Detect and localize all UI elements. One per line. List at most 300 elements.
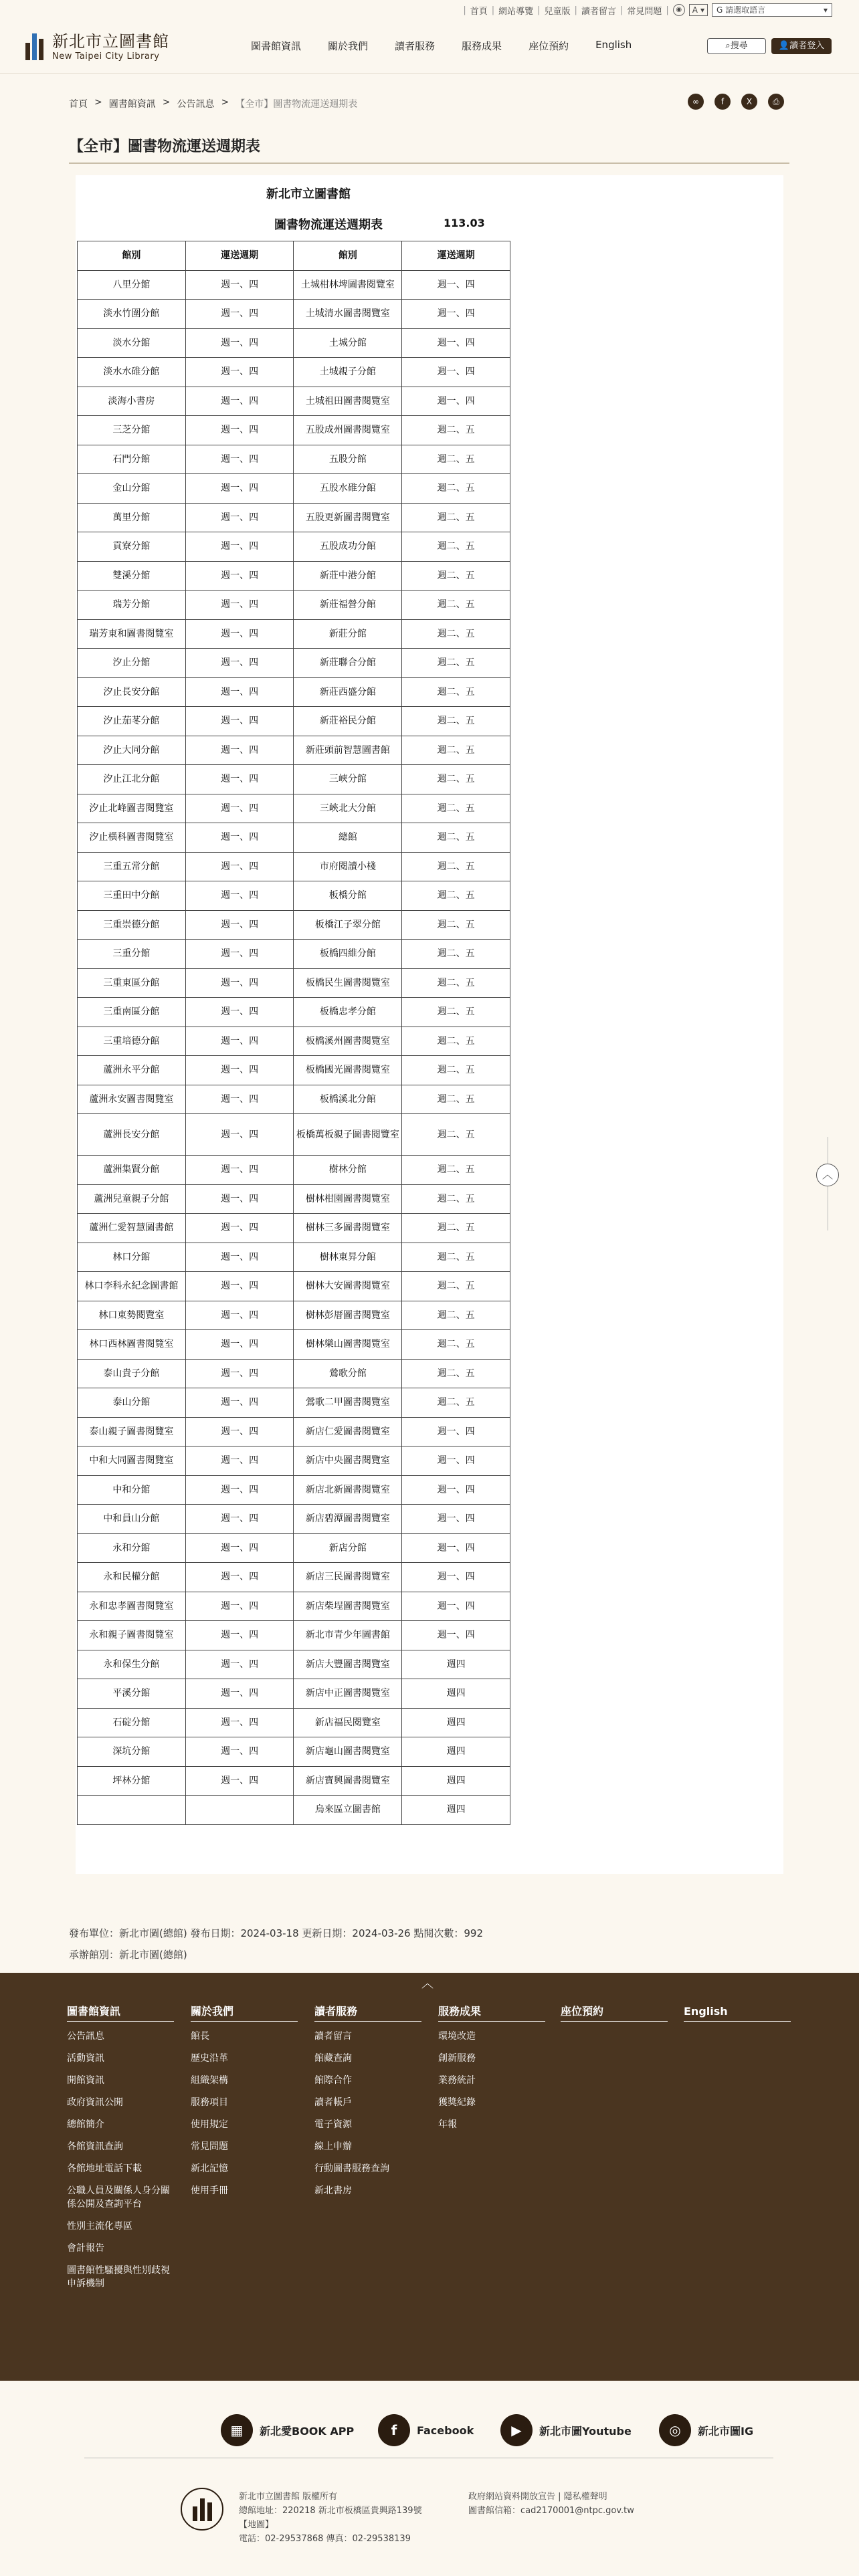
link-icon[interactable]: ∞ [688,94,704,110]
cycle-cell: 週一、四 [402,1592,510,1621]
table-row [78,1708,510,1737]
branch-cell: 貢寮分館 [78,532,186,562]
branch-cell: 板橋忠孝分館 [294,998,402,1027]
footer-column-title[interactable]: English [684,2005,791,2022]
footer-link[interactable]: 新北書房 [314,2185,352,2196]
nav-reader-services[interactable]: 讀者服務 [395,40,436,52]
branch-cell: 樹林大安圖書閱覽室 [294,1272,402,1301]
instagram-icon: ◎ [659,2414,691,2446]
share-bar [688,94,784,110]
breadcrumb-current: 【全市】圖書物流運送週期表 [235,99,358,110]
branch-cell: 三重東區分館 [78,968,186,998]
cycle-cell: 週二、五 [402,503,510,532]
cycle-cell: 週二、五 [402,416,510,445]
branch-cell: 金山分館 [78,474,186,504]
branch-cell: 新莊分館 [294,619,402,649]
branch-cell: 新莊聯合分館 [294,649,402,678]
cycle-cell: 週二、五 [402,765,510,794]
logo-name-cn: 新北市立圖書館 [52,32,169,51]
nav-about[interactable]: 關於我們 [328,40,369,52]
cycle-cell: 週一、四 [185,1679,294,1709]
scroll-top-button[interactable] [816,1164,839,1186]
table-row [78,852,510,881]
branch-cell: 瑞芳東和圖書閱覽室 [78,619,186,649]
footer-column [438,2005,545,2140]
cycle-cell: 週二、五 [402,823,510,853]
site-header [0,20,859,74]
social-bar [0,2381,859,2494]
cycle-cell: 週一、四 [402,1505,510,1534]
publish-info: 發布單位：新北市圖(總館) 發布日期：2024-03-18 更新日期：2024-03-26 點閱次數：992 [69,1927,483,1939]
table-row [78,1621,510,1650]
cycle-cell: 週一、四 [185,1114,294,1156]
table-row [78,823,510,853]
branch-cell: 平溪分館 [78,1679,186,1709]
footer-link[interactable]: 活動資訊 [67,2053,104,2064]
header-branch: 館別 [294,241,402,271]
branch-cell: 板橋溪州圖書閱覽室 [294,1027,402,1056]
logistics-schedule-table [77,241,510,1825]
login-button[interactable]: 👤讀者登入 [771,38,832,54]
footer-link[interactable]: 服務項目 [191,2097,228,2108]
cycle-cell: 週一、四 [402,1417,510,1446]
breadcrumb-home[interactable]: 首頁 [69,99,88,110]
cycle-cell: 週一、四 [185,503,294,532]
cycle-cell: 週二、五 [402,1214,510,1243]
branch-cell: 土城親子分館 [294,358,402,387]
cycle-cell: 週一、四 [185,823,294,853]
chevron-up-icon[interactable]: ︿ [421,1977,434,1991]
doc-org: 新北市立圖書館 [266,187,351,201]
footer-link[interactable]: 性別主流化專區 [67,2221,132,2232]
branch-cell: 淡水竹圍分館 [78,300,186,329]
footer-link[interactable]: 年報 [438,2119,457,2130]
branch-cell: 三重田中分館 [78,881,186,911]
table-row [78,1563,510,1592]
table-row [78,881,510,911]
map-link[interactable]: 【地圖】 [239,2520,274,2530]
cycle-cell: 週一、四 [185,649,294,678]
branch-cell: 烏來區立圖書館 [294,1796,402,1825]
header-cycle: 運送週期 [185,241,294,271]
footer-link[interactable]: 圖書館性騷擾與性別歧視申訴機制 [67,2265,170,2289]
branch-cell: 汐止茄苳分館 [78,707,186,736]
footer-link[interactable]: 各館地址電話下載 [67,2163,142,2174]
footer-link[interactable]: 開館資訊 [67,2075,104,2086]
table-row [78,328,510,358]
cycle-cell: 週二、五 [402,532,510,562]
cycle-cell: 週二、五 [402,1056,510,1085]
branch-cell: 五股水碓分館 [294,474,402,504]
footer-link[interactable]: 線上申辦 [314,2141,352,2152]
branch-cell: 雙溪分館 [78,561,186,591]
branch-cell: 林口西林圖書閱覽室 [78,1330,186,1360]
branch-cell: 八里分館 [78,270,186,300]
chevron-up-icon: ︿ [822,1168,833,1181]
cycle-cell: 週一、四 [185,445,294,474]
cycle-cell: 週二、五 [402,1184,510,1214]
cycle-cell: 週一、四 [185,591,294,620]
sitemap-link[interactable]: 網站導覽 [498,6,534,17]
branch-cell: 新莊裕民分館 [294,707,402,736]
nav-english[interactable]: English [595,39,632,51]
cycle-cell: 週二、五 [402,736,510,765]
cycle-cell: 週二、五 [402,707,510,736]
footer-column-title[interactable]: 讀者服務 [314,2005,421,2022]
cycle-cell: 週一、四 [185,1388,294,1418]
branch-cell: 市府閱讀小棧 [294,852,402,881]
footer-column-title[interactable]: 座位預約 [561,2005,668,2022]
footer-link[interactable]: 使用手冊 [191,2185,228,2196]
table-row [78,1592,510,1621]
table-row [78,794,510,823]
cycle-cell: 週二、五 [402,968,510,998]
table-row [78,707,510,736]
cycle-cell: 週一、四 [185,1056,294,1085]
branch-cell: 新店龜山圖書閱覽室 [294,1737,402,1767]
footer-link[interactable]: 館際合作 [314,2075,352,2086]
social-youtube[interactable]: ▶ 新北市圖Youtube [500,2414,632,2446]
cycle-cell: 週二、五 [402,1359,510,1388]
cycle-cell: 週一、四 [185,910,294,940]
footer-link[interactable]: 公職人員及關係人身分關係公開及查詢平台 [67,2185,170,2210]
branch-cell: 土城柑林埤圖書閱覽室 [294,270,402,300]
x-icon[interactable]: X [741,94,757,110]
table-row [78,677,510,707]
cycle-cell: 週一、四 [185,677,294,707]
branch-cell: 永和分館 [78,1533,186,1563]
feedback-link[interactable]: 讀者留言 [581,6,616,17]
address: 總館地址：220218 新北市板橋區貴興路139號 [239,2506,422,2516]
branch-cell: 汐止江北分館 [78,765,186,794]
footer-link[interactable]: 創新服務 [438,2053,476,2064]
branch-cell: 新莊頭前智慧圖書館 [294,736,402,765]
print-icon[interactable]: ⎙ [768,94,784,110]
breadcrumb: 首頁 > 圖書館資訊 > 公告訊息 > 【全市】圖書物流運送週期表 [69,97,358,110]
facebook-icon[interactable]: f [714,94,731,110]
youtube-icon: ▶ [500,2414,533,2446]
footer-column-title[interactable]: 服務成果 [438,2005,545,2022]
cycle-cell: 週一、四 [185,765,294,794]
title-divider [69,163,789,164]
branch-cell: 五股分館 [294,445,402,474]
branch-cell: 汐止大同分館 [78,736,186,765]
cycle-cell: 週一、四 [185,1156,294,1185]
cycle-cell: 週二、五 [402,1330,510,1360]
search-button[interactable]: ⌕搜尋 [707,38,766,54]
branch-cell: 新店三民圖書閱覽室 [294,1563,402,1592]
branch-cell: 三重培德分館 [78,1027,186,1056]
footer-column [191,2005,298,2206]
footer-link[interactable]: 獲獎紀錄 [438,2097,476,2108]
cycle-cell: 週二、五 [402,474,510,504]
footer-link[interactable]: 組織架構 [191,2075,228,2086]
social-app[interactable]: ▦ 新北愛BOOK APP [221,2414,354,2446]
cycle-cell: 週四 [402,1737,510,1767]
breadcrumb-announcements[interactable]: 公告訊息 [177,99,215,110]
table-row [78,910,510,940]
branch-cell: 蘆洲永安圖書閱覽室 [78,1085,186,1114]
branch-cell: 中和分館 [78,1475,186,1505]
faq-link[interactable]: 常見問題 [627,6,662,17]
font-size-control[interactable]: A ▾ [689,4,708,16]
table-row [78,300,510,329]
chevron-down-icon: ▾ [823,5,828,15]
branch-cell: 新店分館 [294,1533,402,1563]
cycle-cell: 週二、五 [402,619,510,649]
cycle-cell: 週一、四 [402,1621,510,1650]
branch-cell: 新店北新圖書閱覽室 [294,1475,402,1505]
table-row [78,649,510,678]
branch-cell: 樹林東昇分館 [294,1243,402,1272]
header-branch: 館別 [78,241,186,271]
footer-link[interactable]: 公告訊息 [67,2031,104,2042]
cycle-cell: 週二、五 [402,940,510,969]
cycle-cell: 週二、五 [402,881,510,911]
footer-link[interactable]: 歷史沿革 [191,2053,228,2064]
branch-cell: 新莊中港分館 [294,561,402,591]
footer-link[interactable]: 使用規定 [191,2119,228,2130]
footer-link[interactable]: 行動圖書服務查詢 [314,2163,389,2174]
social-facebook[interactable]: f Facebook [378,2414,474,2446]
branch-cell: 泰山貴子分館 [78,1359,186,1388]
branch-cell: 樹林彭厝圖書閱覽室 [294,1301,402,1330]
branch-cell: 汐止橫科圖書閱覽室 [78,823,186,853]
cycle-cell: 週一、四 [185,532,294,562]
footer-policy [468,2490,634,2518]
eye-icon[interactable]: ◉ [673,4,685,16]
branch-cell: 板橋四維分館 [294,940,402,969]
cycle-cell: 週一、四 [185,1417,294,1446]
branch-cell: 三重分館 [78,940,186,969]
branch-cell: 永和忠孝圖書閱覽室 [78,1592,186,1621]
footer-link[interactable]: 會計報告 [67,2243,104,2254]
table-header-row [78,241,510,271]
branch-cell: 坪林分館 [78,1766,186,1796]
footer-column-title[interactable]: 關於我們 [191,2005,298,2022]
cycle-cell: 週一、四 [185,561,294,591]
cycle-cell: 週一、四 [185,794,294,823]
table-row [78,474,510,504]
cycle-cell: 週二、五 [402,910,510,940]
branch-cell: 永和民權分館 [78,1563,186,1592]
copyright: 新北市立圖書館 版權所有 [239,2492,338,2502]
table-row [78,1737,510,1767]
branch-cell: 板橋溪北分館 [294,1085,402,1114]
footer-column-title[interactable]: 圖書館資訊 [67,2005,174,2022]
cycle-cell: 週一、四 [185,1650,294,1679]
branch-cell: 泰山分館 [78,1388,186,1418]
branch-cell: 淡海小書房 [78,387,186,416]
table-row [78,619,510,649]
language-select[interactable]: G 請選取語言 ▾ [712,3,832,17]
table-row [78,591,510,620]
doc-table-title: 圖書物流運送週期表 [274,218,383,232]
cycle-cell: 週一、四 [402,328,510,358]
nav-results[interactable]: 服務成果 [462,40,502,52]
table-row [78,1505,510,1534]
branch-cell: 汐止長安分館 [78,677,186,707]
cycle-cell: 週一、四 [402,1446,510,1476]
table-row [78,1446,510,1476]
branch-cell: 中和員山分館 [78,1505,186,1534]
cycle-cell: 週一、四 [185,1475,294,1505]
branch-cell: 三芝分館 [78,416,186,445]
cycle-cell: 週一、四 [185,1708,294,1737]
branch-cell: 總館 [294,823,402,853]
footer-link[interactable]: 館藏查詢 [314,2053,352,2064]
cycle-cell: 週一、四 [185,1533,294,1563]
policy-links[interactable]: 政府網站資料開放宣告 | 隱私權聲明 [468,2492,607,2502]
table-row [78,358,510,387]
footer-column [561,2005,668,2030]
cycle-cell: 週二、五 [402,677,510,707]
table-row [78,1243,510,1272]
home-link[interactable]: 首頁 [470,6,488,17]
cycle-cell: 週一、四 [402,387,510,416]
cycle-cell: 週一、四 [185,1085,294,1114]
branch-cell: 新店碧潭圖書閱覽室 [294,1505,402,1534]
kids-link[interactable]: 兒童版 [544,6,571,17]
cycle-cell: 週一、四 [185,1766,294,1796]
footer-link[interactable]: 政府資訊公開 [67,2097,123,2108]
footer-link[interactable]: 常見問題 [191,2141,228,2152]
cycle-cell: 週一、四 [185,1592,294,1621]
footer-link[interactable]: 各館資訊查詢 [67,2141,123,2152]
table-row [78,532,510,562]
cycle-cell: 週一、四 [402,358,510,387]
cycle-cell: 週二、五 [402,1301,510,1330]
cycle-cell: 週一、四 [402,1563,510,1592]
social-instagram[interactable]: ◎ 新北市圖IG [659,2414,753,2446]
branch-cell: 新店柴埕圖書閱覽室 [294,1592,402,1621]
cycle-cell: 週一、四 [185,619,294,649]
table-row [78,1330,510,1360]
footer-column [684,2005,791,2030]
cycle-cell: 週二、五 [402,561,510,591]
branch-cell: 樹林分館 [294,1156,402,1185]
cycle-cell: 週四 [402,1679,510,1709]
cycle-cell: 週一、四 [185,940,294,969]
breadcrumb-library-info[interactable]: 圖書館資訊 [108,99,156,110]
cycle-cell: 週二、五 [402,445,510,474]
table-row [78,1679,510,1709]
table-row [78,998,510,1027]
doc-version: 113.03 [444,217,485,229]
cycle-cell: 週一、四 [402,1533,510,1563]
branch-cell: 新店寶興圖書閱覽室 [294,1766,402,1796]
branch-cell: 土城清水圖書閱覽室 [294,300,402,329]
cycle-cell [185,1796,294,1825]
cycle-cell: 週一、四 [185,1027,294,1056]
cycle-cell: 週一、四 [402,300,510,329]
site-logo[interactable] [25,28,169,62]
footer-link[interactable]: 環境改造 [438,2031,476,2042]
cycle-cell: 週二、五 [402,1272,510,1301]
cycle-cell: 週一、四 [185,328,294,358]
branch-cell: 鶯歌二甲圖書閱覽室 [294,1388,402,1418]
cycle-cell: 週一、四 [185,736,294,765]
cycle-cell: 週四 [402,1650,510,1679]
cycle-cell: 週二、五 [402,1085,510,1114]
cycle-cell: 週一、四 [185,416,294,445]
cycle-cell: 週二、五 [402,1243,510,1272]
branch-cell: 新莊西盛分館 [294,677,402,707]
cycle-cell: 週一、四 [185,968,294,998]
branch-cell: 石門分館 [78,445,186,474]
cycle-cell: 週一、四 [185,1563,294,1592]
branch-cell: 三重崇德分館 [78,910,186,940]
cycle-cell: 週二、五 [402,649,510,678]
table-row [78,1214,510,1243]
footer-link[interactable]: 新北記憶 [191,2163,228,2174]
branch-cell: 蘆洲長安分館 [78,1114,186,1156]
facebook-icon: f [378,2414,410,2446]
search-icon: ⌕ [725,41,731,51]
cycle-cell: 週四 [402,1708,510,1737]
branch-cell: 蘆洲集賢分館 [78,1156,186,1185]
branch-cell: 土城分館 [294,328,402,358]
branch-cell: 板橋民生圖書閱覽室 [294,968,402,998]
branch-cell: 新店仁愛圖書閱覽室 [294,1417,402,1446]
main-nav [251,39,658,53]
table-row [78,1027,510,1056]
cycle-cell: 週一、四 [185,707,294,736]
cycle-cell: 週一、四 [185,1737,294,1767]
footer-link[interactable]: 電子資源 [314,2119,352,2130]
cycle-cell: 週一、四 [185,358,294,387]
branch-cell: 三重五常分館 [78,852,186,881]
branch-cell: 深坑分館 [78,1737,186,1767]
branch-cell: 蘆洲兒童親子分館 [78,1184,186,1214]
table-row [78,1766,510,1796]
branch-cell: 蘆洲永平分館 [78,1056,186,1085]
table-row [78,1301,510,1330]
branch-cell: 板橋萬板親子圖書閱覽室 [294,1114,402,1156]
branch-cell: 林口東勢閱覽室 [78,1301,186,1330]
branch-cell: 中和大同圖書閱覽室 [78,1446,186,1476]
nav-seat-booking[interactable]: 座位預約 [529,40,569,52]
branch-cell: 樹林樂山圖書閱覽室 [294,1330,402,1360]
footer-link[interactable]: 總館簡介 [67,2119,104,2130]
footer-link[interactable]: 業務統計 [438,2075,476,2086]
branch-cell: 鶯歌分館 [294,1359,402,1388]
library-email[interactable]: 圖書館信箱：cad2170001@ntpc.gov.tw [468,2506,634,2516]
footer-link[interactable]: 讀者帳戶 [314,2097,352,2108]
branch-cell: 新店中央圖書閱覽室 [294,1446,402,1476]
branch-cell: 板橋江子翠分館 [294,910,402,940]
cycle-cell: 週一、四 [185,1184,294,1214]
cycle-cell: 週一、四 [185,474,294,504]
footer-link[interactable]: 館長 [191,2031,209,2042]
cycle-cell: 週一、四 [402,1475,510,1505]
logo-name-en: New Taipei City Library [52,51,160,62]
footer-column [67,2005,174,2299]
cycle-cell: 週四 [402,1796,510,1825]
table-body [78,270,510,1824]
nav-library-info[interactable]: 圖書館資訊 [251,40,302,52]
cycle-cell: 週一、四 [185,881,294,911]
branch-cell [78,1796,186,1825]
table-row [78,1533,510,1563]
table-row [78,1359,510,1388]
cycle-cell: 週二、五 [402,794,510,823]
footer-link[interactable]: 讀者留言 [314,2031,352,2042]
cycle-cell: 週一、四 [185,1621,294,1650]
branch-cell: 林口李科永紀念圖書館 [78,1272,186,1301]
cycle-cell: 週二、五 [402,1114,510,1156]
cycle-cell: 週一、四 [185,387,294,416]
